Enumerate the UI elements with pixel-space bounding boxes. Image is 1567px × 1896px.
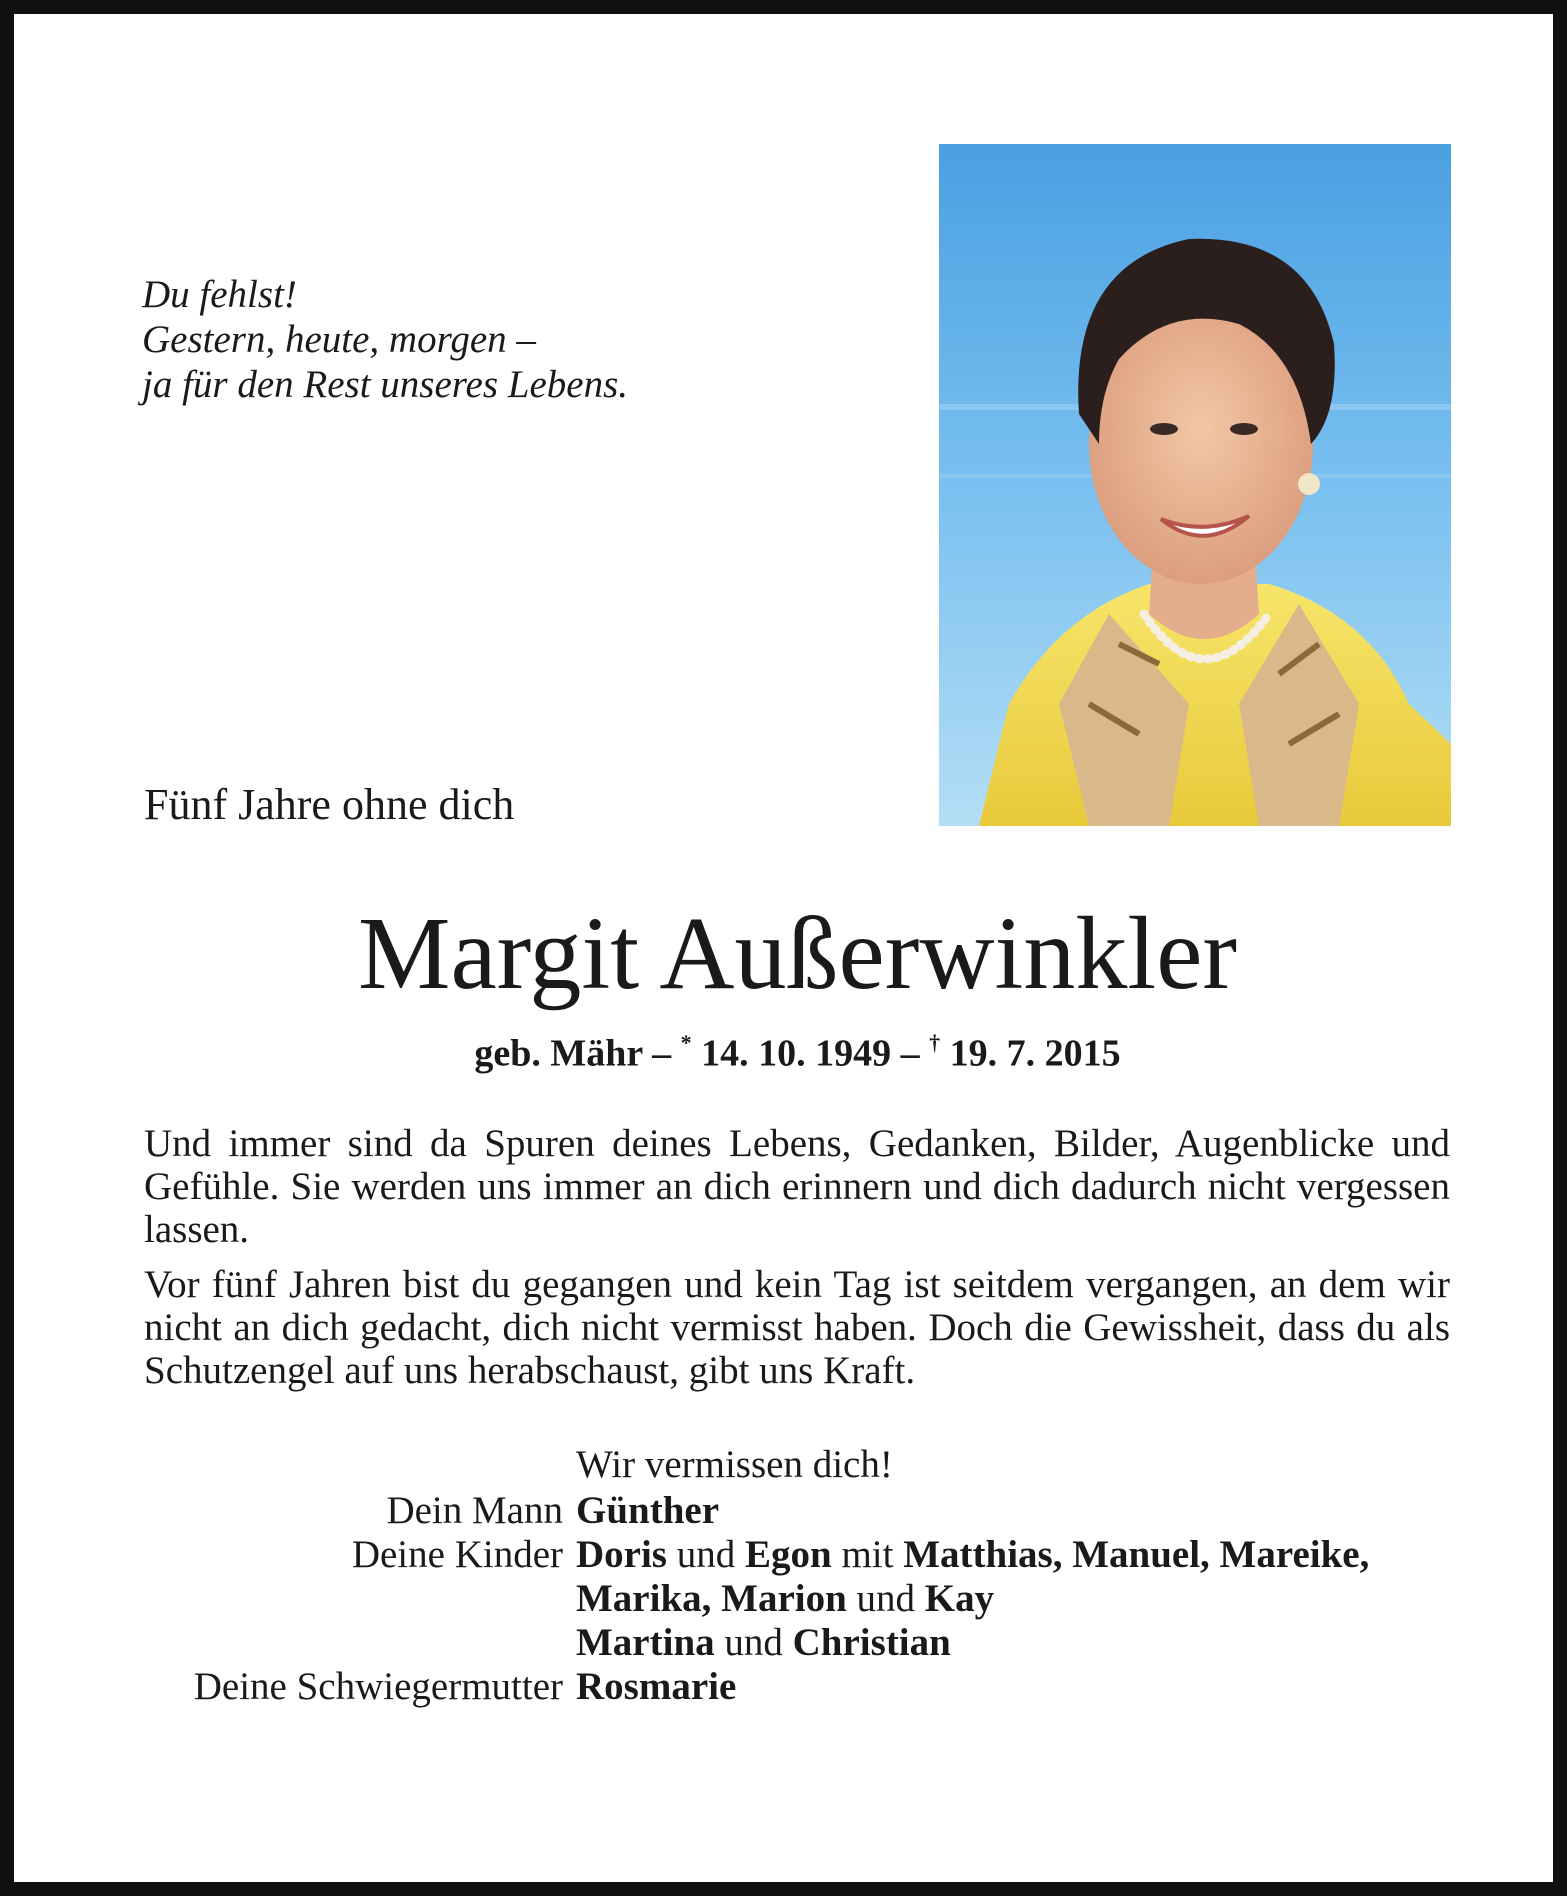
- memorial-paragraph-1: Und immer sind da Spuren deines Lebens, Gedanken, Bilder, Augenblicke und Gefühle. Sie werden uns immer an dich erinnern und dich dadurch nicht vergessen lassen.: [144, 1122, 1450, 1251]
- child-1-partner: Egon: [745, 1533, 832, 1576]
- and-2: und: [856, 1577, 916, 1620]
- anniversary-line: Fünf Jahre ohne dich: [144, 780, 515, 829]
- birth-name: geb. Mähr: [474, 1032, 643, 1075]
- death-symbol: †: [929, 1030, 941, 1055]
- child-2-partner: Christian: [792, 1621, 951, 1664]
- mourner-row-husband: [14, 1490, 1567, 1532]
- mourner-row-children: [14, 1534, 1567, 1576]
- mourner-row-mother-in-law: [14, 1666, 1567, 1708]
- closing-line: Wir vermissen dich!: [576, 1443, 893, 1486]
- children-label: Deine Kinder: [351, 1533, 563, 1576]
- child-2: Martina: [576, 1621, 715, 1664]
- mother-in-law-label: Deine Schwiegermutter: [193, 1665, 563, 1708]
- grandchildren-a: Matthias, Manuel, Mareike,: [903, 1533, 1370, 1576]
- birth-date: 14. 10. 1949: [701, 1032, 892, 1075]
- birth-symbol: *: [680, 1030, 692, 1055]
- mourner-row-grandchildren: [14, 1578, 1567, 1620]
- motto-line-2: Gestern, heute, morgen –: [142, 318, 536, 361]
- motto-line-3: ja für den Rest unseres Lebens.: [142, 363, 628, 406]
- husband-label: Dein Mann: [386, 1489, 563, 1532]
- mother-in-law-names: [576, 1666, 736, 1708]
- motto-verse: [142, 272, 628, 407]
- life-dates: [14, 1022, 1567, 1077]
- motto-line-1: Du fehlst!: [142, 273, 297, 316]
- child-2-names: [576, 1622, 951, 1664]
- mourner-row-child-2: [14, 1622, 1567, 1664]
- and-3: und: [724, 1621, 783, 1664]
- child-1: Doris: [576, 1533, 667, 1576]
- grandchildren-names: [576, 1578, 994, 1620]
- husband-names: [576, 1490, 719, 1532]
- and-1: und: [676, 1533, 736, 1576]
- husband-name: Günther: [576, 1489, 720, 1532]
- memorial-paragraph-2: Vor fünf Jahren bist du gegangen und kein Tag ist seitdem vergangen, an dem wir nicht an dich gedacht, dich nicht vermisst haben. Doch die Gewissheit, dass du als Schutzengel auf uns herabschaust, gibt uns Kraft.: [144, 1263, 1450, 1392]
- mother-in-law-name: Rosmarie: [576, 1665, 737, 1708]
- with-word: mit: [841, 1533, 894, 1576]
- deceased-name: Margit Außerwinkler: [357, 896, 1238, 1011]
- portrait-illustration: [939, 144, 1451, 826]
- portrait-photo: [939, 144, 1451, 826]
- dash-2: –: [900, 1032, 920, 1075]
- death-date: 19. 7. 2015: [949, 1032, 1121, 1075]
- dash-1: –: [652, 1032, 672, 1075]
- grandchild-last: Kay: [924, 1577, 995, 1620]
- grandchildren-b: Marika, Marion: [576, 1577, 847, 1620]
- children-names: [576, 1534, 1369, 1576]
